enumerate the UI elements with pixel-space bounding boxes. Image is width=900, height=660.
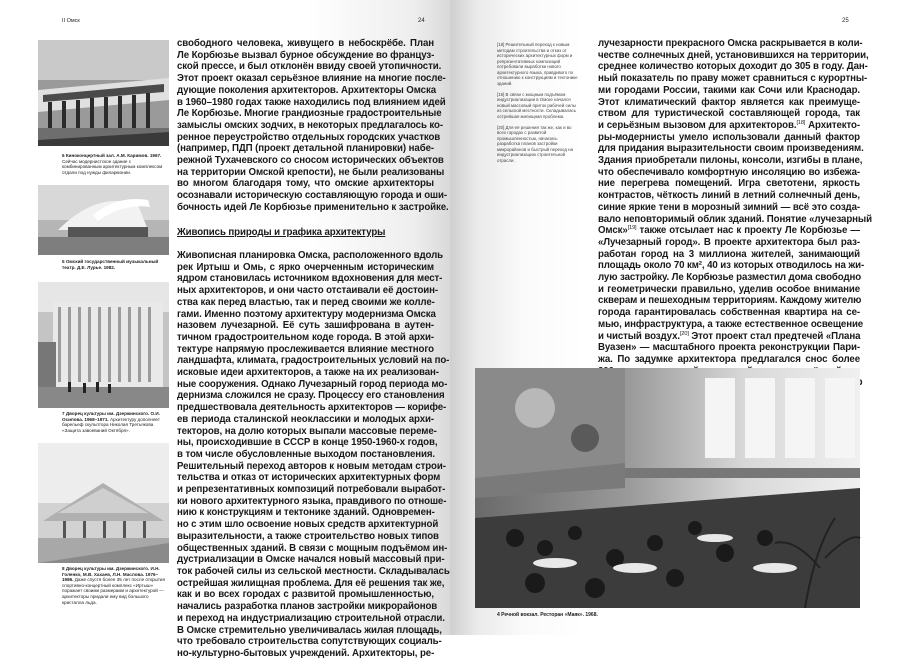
caption-title: Дворец культуры им. Дзержинского. О.И. Осипова. 1968–1971. [62,411,160,422]
text-line: скверам и пешеходным территориям. Каждому жителю [598,295,862,307]
text-line: что требовало строительства сопутствующих социаль- [177,636,442,648]
text-line: ской прессе, и был отклонён ввиду своей утопичности. [177,61,442,73]
text-line: острейшая жилищная проблема. Для её решения так же, [177,577,445,589]
text-line: Здания приобретали пилоны, консоли, изгибы в плане, [598,155,863,167]
text-line: лучезарности прекрасного Омска раскрывается в коли- [598,38,863,49]
photo-concert-hall [38,40,169,146]
body-column-right [598,38,872,389]
text-line: свободного человека, живущего в небоскрёбе. План [177,38,434,49]
text-line: и переход на индустриализацию строительной отрасли. [177,612,445,624]
text-line: Вуазен» — масштабного проекта реконструкции Пари- [598,342,860,354]
caption-title: Омский государственный музыкальный театр. Д.Е. Лурье. 1982. [62,259,159,270]
text-line: текторов, на долю которых выпали массовые переме- [177,425,437,437]
text-line: В Омске стремительно увеличивалась жилая площадь, [177,624,442,636]
footnotes [497,42,579,169]
text-line: города гарантировалась собственная квартира на се- [598,307,860,319]
footnote-18: [18] Решительный переход к новым методам строительства и отказ от исторических архитектурных форм и репрезентативных композиций потребовали выработки нового архитектурного языка, правдивого по отношению к конструкциям и тектонике зданий. [497,42,578,86]
text-line: но-культурно-бытовых учреждений. Архитекторы, ре- [177,647,435,659]
caption-title: Киноконцертный зал. А.М. Каримов. 1967. [65,153,162,158]
body-column-left-top [177,38,449,214]
caption-title: Дворец культуры им. Дзержинского. И.Н. Голенко, М.В. Хахаев, Л.Н. Маслова. 1976–1986. [62,566,160,583]
text-line: исковые идеи архитекторов, а также на их реализован- [177,367,439,379]
text-line: тичном градостроительном коде города. В этой архи- [177,331,434,343]
text-line: общественных зданий. В связи с мощным подъёмом ин- [177,542,448,554]
section-heading-wrap [177,227,434,239]
running-head: II Омск [62,18,80,24]
text-line: начались разработка планов застройки микрорайонов [177,601,438,613]
text-line: как и во всех городах с развитой промышленностью, [177,589,434,601]
page-number-left: 24 [418,18,425,24]
footnote-marker[interactable]: [18] [796,119,806,126]
text-line: нию к конструкциям и тектонике зданий. Одновремен- [177,507,435,519]
left-page [0,0,450,659]
caption-fig6 [62,153,168,175]
text-line: ры-модернисты умело использовали данный фактор [598,131,860,143]
text-line: бочность идей Ле Корбюзье применительно к застройке. [177,201,449,213]
text-line: синие яркие тени в морозный зимний — всё это созда- [598,201,860,213]
text-line: контрастов, чёткость линий в летний солнечный день, [598,190,860,202]
text-line: ток рабочей силы из сельской местности. Складывалась [177,565,450,577]
text-line: лую застройку. Ле Корбюзье разместил дома свободно [598,272,862,284]
text-line: работан город на 3 миллиона жителей, занимающий [598,248,860,260]
text-line: ки нового архитектурного языка, правдивого по отноше- [177,495,447,507]
text-line: и геометрически правильно, уделив особое внимание [598,283,860,295]
text-line: (например, ПДП (проект детальной планировки) набе- [177,143,434,155]
text-line: выразительности, а также строительство новых типов [177,530,439,542]
text-line: мью, инфраструктура, а также естественное освещение [598,318,864,330]
text-line: назовем лучезарной. Её суть зашифрована в аутен- [177,320,434,332]
text-line: что обеспечивало комфортную инсоляцию во избежа- [598,166,860,178]
footnote-marker[interactable]: [19] [627,225,637,232]
text-line: ных архитекторов, и они часто отстаивали её достоин- [177,285,439,297]
text-line: и репрезентативных композиций потребовали выработ- [177,484,446,496]
caption-fig4 [497,613,797,619]
text-line: ством для туристической составляющей города, так [598,108,860,120]
caption-fig8 [62,566,168,605]
text-line: Решительный переход авторов к новым методам строи- [177,460,446,472]
section-heading: Живопись природы и графика архитектуры [177,227,386,238]
text-line: ми городами России, такими как Сочи или Краснодар. [598,84,860,96]
text-line: ства как перед властью, так и перед своими же колле- [177,296,435,308]
text-line: «Лучезарный город». В проекте архитектора был раз- [598,236,860,248]
text-line: Ле Корбюзье. Многие грандиозные градостроительные [177,108,442,120]
text-line: дустриализации в Омске начался новый массовый при- [177,554,445,566]
text-line: Живописная планировка Омска, расположенного вдоль [177,250,444,261]
photo-palace-of-culture [38,282,169,408]
caption-text: Даже спустя более 35 лет после открытия спортивно-концертный комплекс «Иртыш» поражает своими размерами и архитектурой — архитекторы придали ему вид большого кристалла льда. [62,577,165,605]
text-line: дующие поколения архитекторов. Архитекторы Омска [177,84,436,96]
text-line: ландшафта, климата, градостроительных условий на по- [177,355,450,367]
text-line: ные сооружения. Однако Лучезарный город периода мо- [177,378,448,390]
caption-number: 8 [62,566,65,571]
text-line: в том числе обусловленные выходом постановления. [177,448,436,460]
text-line: гами. Именно поэтому архитектуру модернизма Омска [177,308,436,320]
text-line: ядром становилась источником вдохновения для мест- [177,273,443,285]
text-line: вало неповторимый облик зданий. Понятие «лучезарный [598,213,872,225]
text-line: ный показатель по праву может сравниться с курортны- [598,73,868,85]
caption-number: 7 [62,411,65,416]
text-line: и чистый воздух.[20] Этот проект стал предтечей «Плана [598,330,861,342]
text-line: дернизма сложился не сразу. Процессу его становления [177,390,445,402]
text-line: ев периода сталинской неоклассики и молодых архи- [177,413,434,425]
text-line: ны, происходившие в СССР в конце 1950-1960-х годов, [177,437,438,449]
text-line: рек Иртыш и Омь, с ярко очерченным историческим [177,261,434,273]
text-line: во многом благодаря тому, что омские архитекторы [177,178,434,190]
text-line: и серьёзным вызовом для архитекторов.[18] Архитекто- [598,119,861,131]
caption-fig7 [62,411,168,433]
text-line: на территории Омской крепости), не были реализованы [177,166,445,178]
text-line: ренное переустройство отдельных городских участков [177,131,441,143]
text-line: Ле Корбюзье вызвал бурное обсуждение во француз- [177,49,435,61]
text-line: в 1960–1980 годах также находились под влиянием идей [177,96,446,108]
text-line: Этот проект оказал серьёзное влияние на многие после- [177,73,446,85]
text-line: для придания выразительности своим произведениям. [598,143,864,155]
caption-number: 6 [62,153,65,158]
caption-number: 4 [497,612,500,618]
text-line: площадь около 70 км², 40 из которых отводилось на жи- [598,260,865,272]
photo-irtysh-complex [38,443,169,563]
footnote-20: [20] Для её решения так же, как и во всех городах с развитой промышленностью, начались разработка планов застройки микрорайонов и быстрый переход на индустриализацию строительной отрасли. [497,124,574,163]
caption-title: Речной вокзал. Ресторан «Маяк». 1968. [501,612,598,618]
text-line: ние перегрева помещений. Игра светотени, яркость [598,178,860,190]
text-line: среднее количество которых доходит до 305 в году. Дан- [598,61,868,73]
text-line: Омск»[19] также отсылает нас к проекту Ле Корбюзье — [598,225,860,237]
body-column-left-bottom [177,250,450,660]
photo-music-theatre [38,185,169,255]
text-line: тельства и отказ от исторических архитектурных форм [177,472,441,484]
caption-number: 5 [62,259,65,264]
text-line: режной Тухачевского со сносом исторических объектов [177,155,444,167]
caption-text: Архитектуру дополняет барельеф скульптора Николая Третьякова «Защита завоеваний Октября». [62,416,160,433]
photo-restaurant-mayak [475,368,860,608]
text-line: замыслы омских зодчих, в некоторых предлагалось ко- [177,119,443,131]
caption-fig5 [62,259,168,270]
text-line: предшествовала деятельность архитекторов — корифе- [177,402,447,414]
footnote-marker[interactable]: [20] [679,330,689,337]
footnote-19: [19] В связи с мощным подъёмом индустриализации в Омске начался новый массовый приток рабочей силы из сельской местности. Складывалась острейшая жилищная проблема. [497,91,577,119]
text-line: осознавали историческую составляющую города и оши- [177,190,447,202]
text-line: жа. По задумке архитектора предлагался снос более [598,353,860,365]
caption-text: Сейчас модернистское здание с комбинированным архитектурным комплексом отдали под нужды филармонии. [62,158,163,175]
text-line: честве солнечных дней, установившихся на территории, [598,49,869,61]
text-line: тектуре напрямую прослеживается влияние местного [177,343,434,355]
text-line: Этот климатический фактор является как преимуще- [598,96,860,108]
text-line: но с этим шло освоение новых средств архитектурной [177,519,439,531]
page-number-right: 25 [842,18,849,24]
